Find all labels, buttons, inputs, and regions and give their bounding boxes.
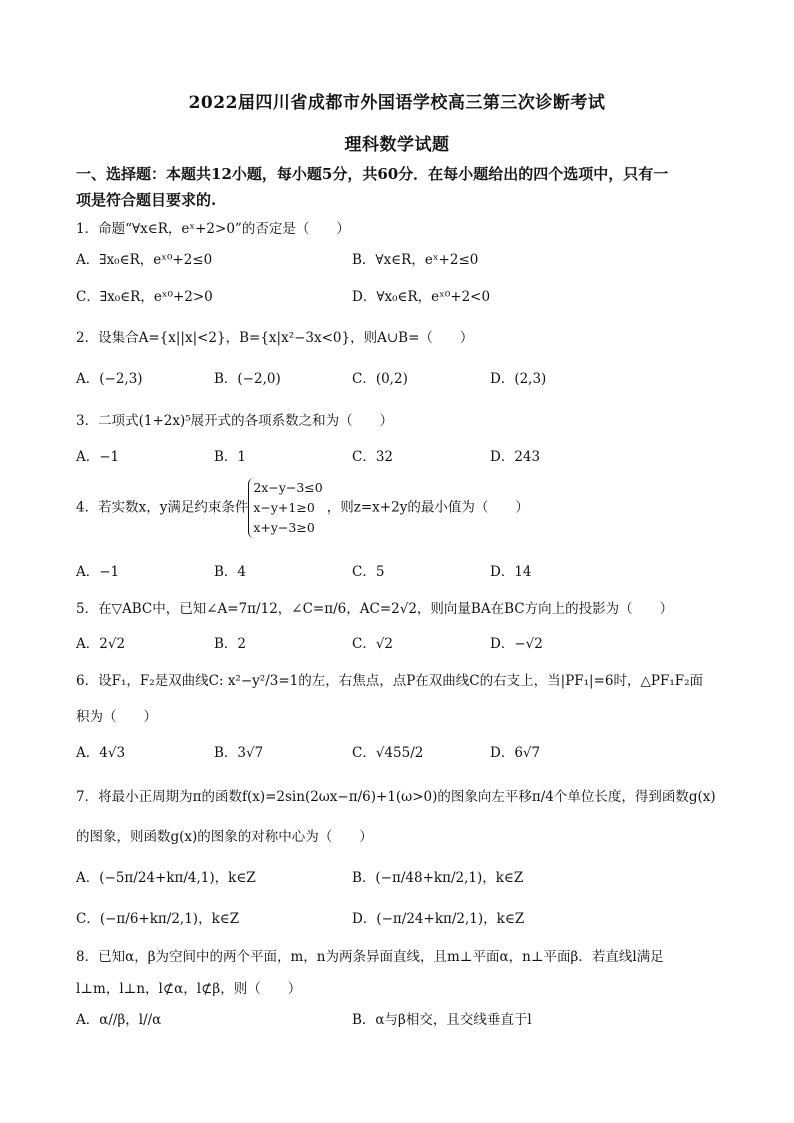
exam-title: 2022届四川省成都市外国语学校高三第三次诊断考试: [188, 93, 606, 113]
q2-option-b: B．(−2,0): [214, 371, 281, 387]
q2-option-d: D．(2,3): [490, 371, 547, 387]
q4-constraint-system: [248, 478, 322, 538]
q4-option-d: D．14: [490, 564, 532, 580]
exam-subtitle: 理科数学试题: [344, 135, 450, 155]
q3-option-b: B．1: [214, 449, 247, 465]
q6-stem-line2: 积为（ ）: [76, 709, 157, 725]
q8-option-a: A．α//β，l//α: [76, 1012, 162, 1028]
q8-stem-line2: l⊥m，l⊥n，l⊄α，l⊄β，则（ ）: [76, 981, 302, 997]
q6-option-a: A．4√3: [76, 745, 126, 761]
q1-option-c: C．∃x₀∈R，eˣ⁰+2>0: [76, 289, 213, 305]
q5-option-d: D．−√2: [490, 636, 543, 652]
q7-option-a: A．(−5π/24+kπ/4,1)，k∈Z: [76, 870, 256, 886]
q3-stem: 3．二项式(1+2x)⁵展开式的各项系数之和为（ ）: [76, 413, 394, 429]
section-instructions-line1: 一、选择题：本题共12小题，每小题5分，共60分．在每小题给出的四个选项中，只有一: [76, 165, 669, 183]
q5-option-c: C．√2: [352, 636, 394, 652]
q2-stem: 2．设集合A={x||x|<2}，B={x|x²−3x<0}，则A∪B=（ ）: [76, 330, 474, 346]
q6-option-c: C．√455/2: [352, 745, 424, 761]
q8-option-b: B．α与β相交，且交线垂直于l: [352, 1012, 532, 1028]
q2-option-a: A．(−2,3): [76, 371, 143, 387]
q4-option-b: B．4: [214, 564, 247, 580]
q5-option-b: B．2: [214, 636, 247, 652]
q8-stem-line1: 8．已知α，β为空间中的两个平面，m，n为两条异面直线，且m⊥平面α，n⊥平面β．若直线l满足: [76, 949, 664, 965]
q6-option-d: D．6√7: [490, 745, 541, 761]
q3-option-d: D．243: [490, 449, 541, 465]
q7-stem-line1: 7．将最小正周期为π的函数f(x)=2sin(2ωx−π/6)+1(ω>0)的图象向左平移π/4个单位长度，得到函数g(x): [76, 789, 716, 805]
q5-option-a: A．2√2: [76, 636, 126, 652]
q3-option-a: A．−1: [76, 449, 120, 465]
q6-option-b: B．3√7: [214, 745, 264, 761]
q4-stem-pre: 4．若实数x，y满足约束条件: [76, 499, 249, 516]
q1-stem: 1．命题“∀x∈R，eˣ+2>0”的否定是（ ）: [76, 221, 350, 237]
section-instructions-line2: 项是符合题目要求的.: [76, 191, 217, 209]
q4-constraint-3: x+y−3≥0: [253, 520, 315, 535]
q7-option-c: C．(−π/6+kπ/2,1)，k∈Z: [76, 911, 240, 927]
q6-stem-line1: 6．设F₁，F₂是双曲线C: x²−y²/3=1的左，右焦点，点P在双曲线C的右支上，当|PF₁|=6时，△PF₁F₂面: [76, 673, 704, 689]
q4-constraint-1: 2x−y−3≤0: [253, 480, 323, 495]
q4-constraint-2: x−y+1≥0: [253, 500, 315, 515]
q7-option-b: B．(−π/48+kπ/2,1)，k∈Z: [352, 870, 524, 886]
q4-stem: [76, 478, 529, 538]
q4-option-c: C．5: [352, 564, 385, 580]
q7-option-d: D．(−π/24+kπ/2,1)，k∈Z: [352, 911, 525, 927]
q4-option-a: A．−1: [76, 564, 120, 580]
q1-option-a: A．∃x₀∈R，eˣ⁰+2≤0: [76, 252, 213, 268]
q4-stem-post: ，则z=x+2y的最小值为（ ）: [326, 499, 529, 516]
q1-option-b: B．∀x∈R，eˣ+2≤0: [352, 252, 479, 268]
q1-option-d: D．∀x₀∈R，eˣ⁰+2<0: [352, 289, 491, 305]
q2-option-c: C．(0,2): [352, 371, 408, 387]
q7-stem-line2: 的图象，则函数g(x)的图象的对称中心为（ ）: [76, 829, 373, 845]
q5-stem: 5．在▽ABC中，已知∠A=7π/12，∠C=π/6，AC=2√2，则向量BA在BC方向上的投影为（ ）: [76, 601, 674, 617]
q3-option-c: C．32: [352, 449, 394, 465]
